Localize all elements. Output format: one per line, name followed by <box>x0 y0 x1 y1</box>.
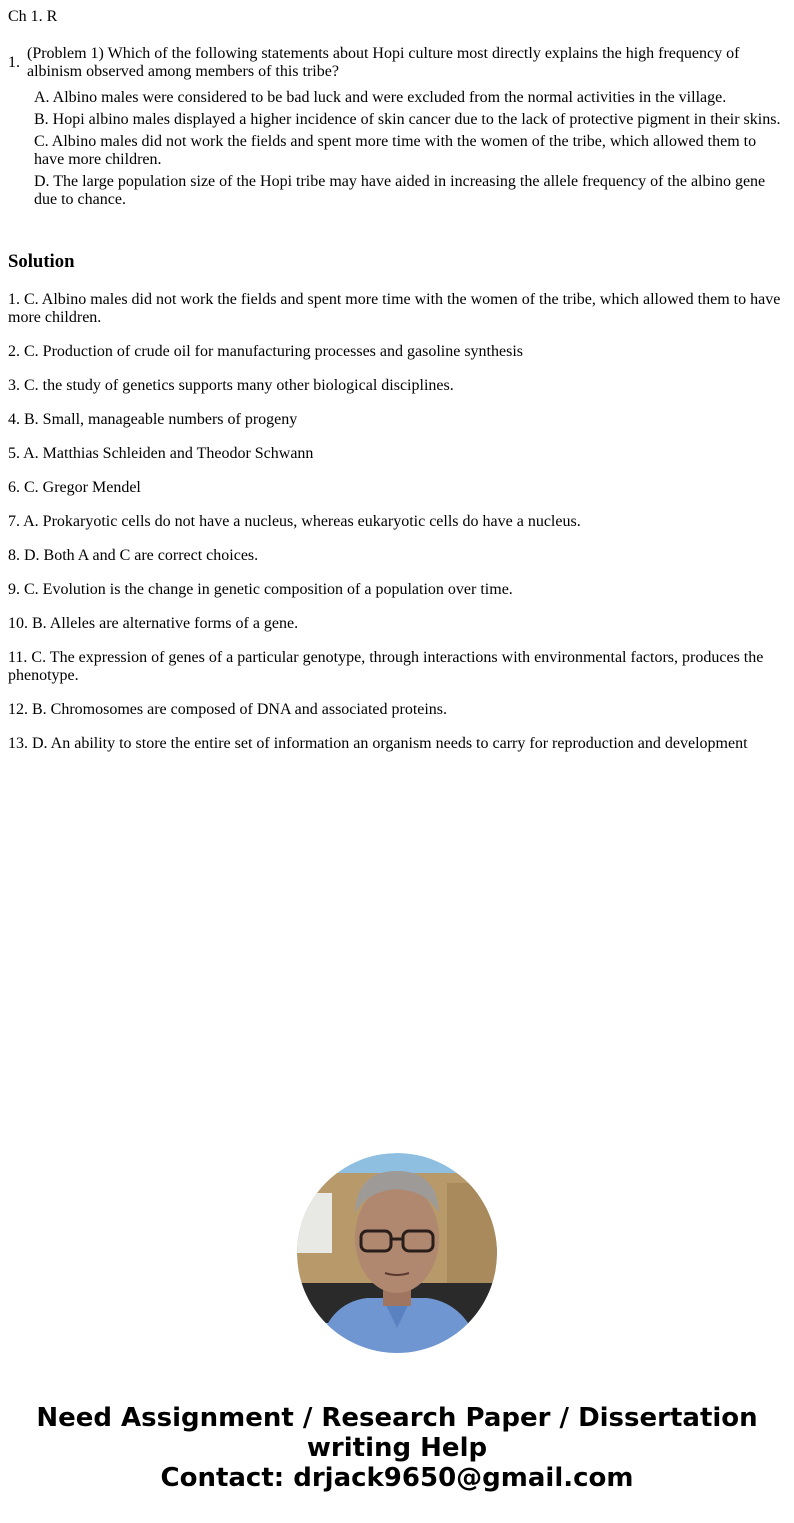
option-c: C. Albino males did not work the fields and spent more time with the women of the tribe, which allowed them to have more children. <box>34 133 757 168</box>
answer-item: 12. B. Chromosomes are composed of DNA and associated proteins. <box>8 701 448 718</box>
promo-line-1: Need Assignment / Research Paper / Dissertation <box>36 1403 758 1433</box>
answer-options <box>34 89 786 209</box>
option-d: D. The large population size of the Hopi tribe may have aided in increasing the allele frequency of the albino gene due to chance. <box>34 173 766 208</box>
promo-line-2: writing Help <box>306 1433 488 1463</box>
answer-item: 6. C. Gregor Mendel <box>8 479 141 496</box>
option-b: B. Hopi albino males displayed a higher incidence of skin cancer due to the lack of protective pigment in their skins. <box>34 111 781 128</box>
answer-item: 9. C. Evolution is the change in genetic composition of a population over time. <box>8 581 513 598</box>
avatar <box>297 1153 497 1353</box>
answer-item: 4. B. Small, manageable numbers of progeny <box>8 411 298 428</box>
answer-item: 8. D. Both A and C are correct choices. <box>8 547 259 564</box>
answer-item: 5. A. Matthias Schleiden and Theodor Schwann <box>8 445 314 462</box>
solution-answers <box>8 291 786 769</box>
answer-item: 2. C. Production of crude oil for manufacturing processes and gasoline synthesis <box>8 343 523 360</box>
option-a: A. Albino males were considered to be bad luck and were excluded from the normal activities in the village. <box>34 89 727 106</box>
solution-heading: Solution <box>8 251 75 272</box>
question-1 <box>8 45 786 213</box>
answer-item: 3. C. the study of genetics supports many other biological disciplines. <box>8 377 454 394</box>
answer-item: 11. C. The expression of genes of a particular genotype, through interactions with environmental factors, produces the phenotype. <box>8 649 764 684</box>
question-text: (Problem 1) Which of the following statements about Hopi culture most directly explains the high frequency of albinism observed among members of this tribe? <box>27 45 740 80</box>
answer-item: 1. C. Albino males did not work the fields and spent more time with the women of the tribe, which allowed them to have more children. <box>8 291 781 326</box>
question-number: 1. <box>8 54 20 71</box>
portrait-photo-icon <box>297 1153 497 1353</box>
promo-contact: Contact: drjack9650@gmail.com <box>160 1463 634 1493</box>
promo-banner <box>0 1403 794 1493</box>
answer-item: 10. B. Alleles are alternative forms of a gene. <box>8 615 299 632</box>
answer-item: 13. D. An ability to store the entire set of information an organism needs to carry for reproduction and development <box>8 735 748 752</box>
answer-item: 7. A. Prokaryotic cells do not have a nucleus, whereas eukaryotic cells do have a nucleus. <box>8 513 581 530</box>
page-title: Ch 1. R <box>8 8 58 25</box>
